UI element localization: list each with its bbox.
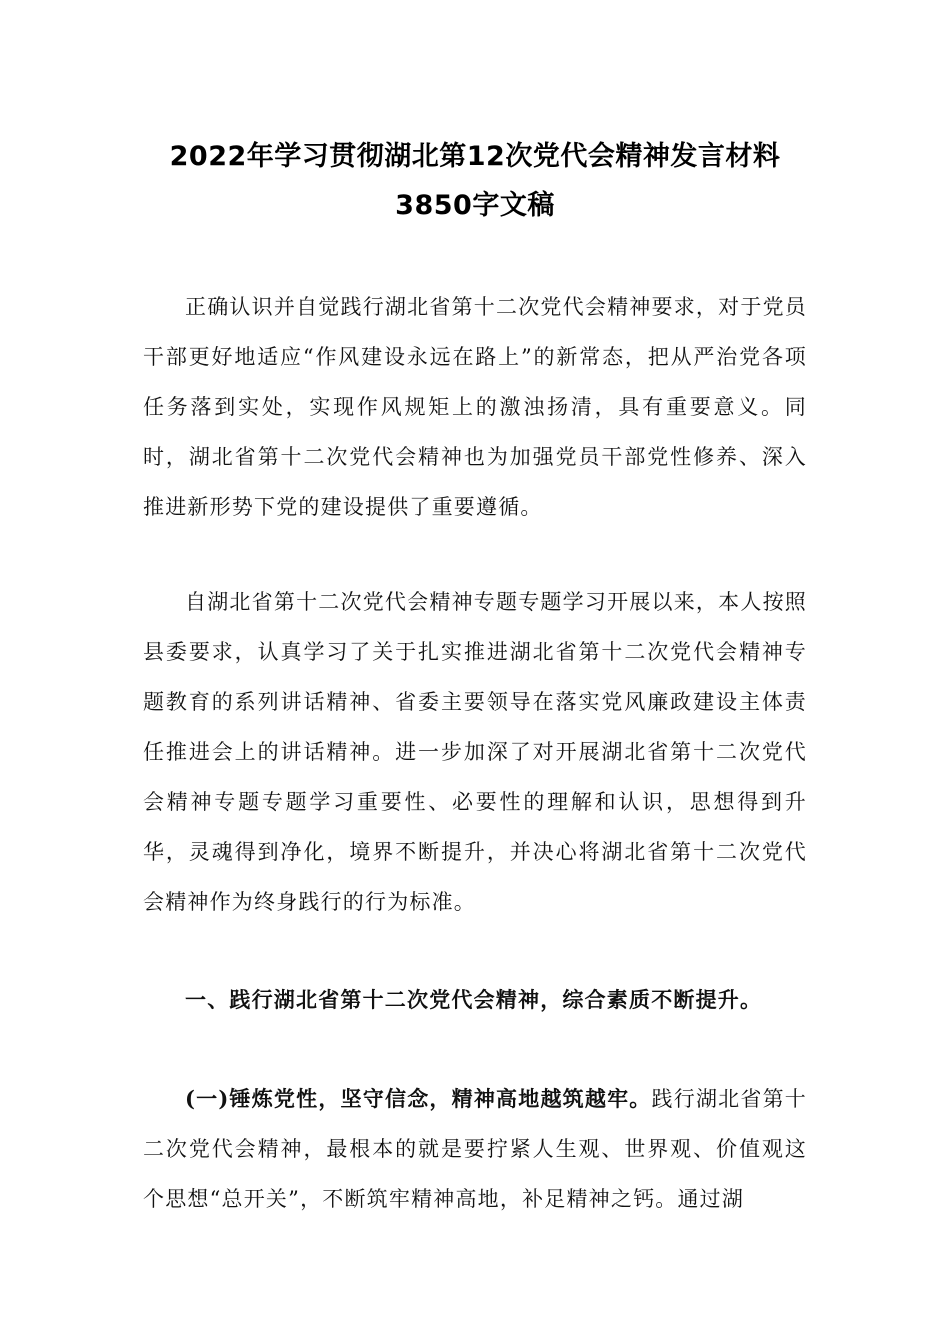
subsection-lead-1: (一)锤炼党性，坚守信念，精神高地越筑越牢。 bbox=[185, 1086, 652, 1111]
document-title-line2: 3850字文稿 bbox=[395, 190, 555, 221]
paragraph-study: 自湖北省第十二次党代会精神专题专题学习开展以来，本人按照县委要求，认真学习了关于扎实推进湖北省第十二次党代会精神专题教育的系列讲话精神、省委主要领导在落实党风廉政建设主体责任推进会上的讲话精神。进一步加深了对开展湖北省第十二次党代会精神专题专题学习重要性、必要性的理解和认识，思想得到升华，灵魂得到净化，境界不断提升，并决心将湖北省第十二次党代会精神作为终身践行的行为标准。 bbox=[143, 590, 807, 914]
paragraph-intro: 正确认识并自觉践行湖北省第十二次党代会精神要求，对于党员干部更好地适应“作风建设永远在路上”的新常态，把从严治党各项任务落到实处，实现作风规矩上的激浊扬清，具有重要意义。同时，湖北省第十二次党代会精神也为加强党员干部党性修养、深入推进新形势下党的建设提供了重要遵循。 bbox=[143, 295, 807, 519]
document-title-line1: 2022年学习贯彻湖北第12次党代会精神发言材料 bbox=[169, 141, 781, 172]
section-heading-1: 一、践行湖北省第十二次党代会精神，综合素质不断提升。 bbox=[185, 987, 763, 1012]
subsection-paragraph-1 bbox=[143, 1074, 807, 1224]
subsection-text-1: 践行湖北省第十二次党代会精神，最根本的就是要拧紧人生观、世界观、价值观这个思想“总开关”，不断筑牢精神高地，补足精神之钙。通过湖 bbox=[143, 1087, 807, 1211]
